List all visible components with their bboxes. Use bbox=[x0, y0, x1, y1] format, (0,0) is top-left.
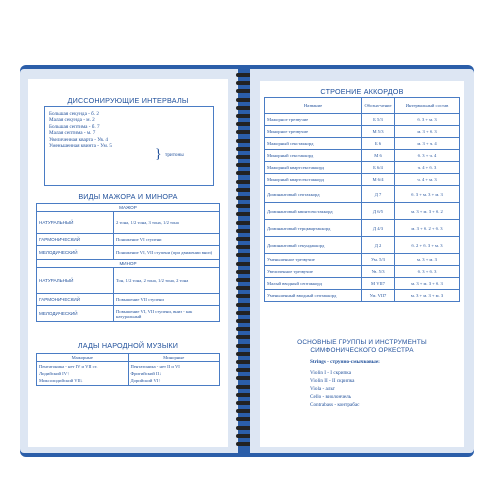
chord-row bbox=[265, 126, 460, 138]
chord-composition: м. 3 + м. 3 + б. 3 bbox=[395, 278, 460, 290]
folk-minor-cell bbox=[128, 362, 220, 386]
orchestra-title-1: ОСНОВНЫЕ ГРУППЫ И ИНСТРУМЕНТЫ bbox=[297, 339, 427, 346]
chord-composition: ч. 4 + б. 3 bbox=[395, 162, 460, 174]
folk-minor-item: Пентатоника - нет II и VI bbox=[130, 364, 180, 369]
mode-desc: Повышение VII ступени bbox=[114, 294, 220, 306]
chord-symbol: Б 6/4 bbox=[362, 162, 395, 174]
chord-composition: б. 2 + б. 3 + м. 3 bbox=[395, 237, 460, 254]
right-page bbox=[250, 69, 474, 453]
mode-name: НАТУРАЛЬНЫЙ bbox=[37, 212, 114, 234]
instrument-item: Violin II - II скрипка bbox=[310, 378, 355, 384]
chord-symbol: Д 2 bbox=[362, 237, 395, 254]
chord-symbol: Д 6/5 bbox=[362, 203, 395, 220]
chord-name: Доминантовый септаккорд bbox=[265, 186, 362, 203]
chord-composition: б. 3 + м. 3 bbox=[395, 114, 460, 126]
left-page bbox=[20, 69, 238, 453]
folk-major-item: Миксолидийский VII↓ bbox=[39, 378, 83, 383]
chord-name: Малый вводный септаккорд bbox=[265, 278, 362, 290]
mode-name: МЕЛОДИЧЕСКИЙ bbox=[37, 246, 114, 260]
dissonant-item: Малая секунда - м. 2 bbox=[49, 117, 95, 124]
chord-symbol: М 5/3 bbox=[362, 126, 395, 138]
dissonant-title: ДИССОНИРУЮЩИЕ ИНТЕРВАЛЫ bbox=[67, 96, 189, 105]
folk-title: ЛАДЫ НАРОДНОЙ МУЗЫКИ bbox=[77, 341, 179, 350]
chord-row bbox=[265, 114, 460, 126]
chord-symbol: М VII7 bbox=[362, 278, 395, 290]
chords-header-composition: Интервальный состав bbox=[395, 98, 460, 114]
mode-desc: Повышение VI, VII ступени, вниз - как натуральный bbox=[114, 306, 220, 322]
chord-symbol: Б 5/3 bbox=[362, 114, 395, 126]
instrument-item: Violin I - I скрипка bbox=[310, 370, 352, 376]
folk-col-minor: Минорные bbox=[128, 354, 220, 362]
chord-row bbox=[265, 186, 460, 203]
mode-desc: Понижение VI, VII ступени (при движении вниз) bbox=[114, 246, 220, 260]
instrument-item: Viola - альт bbox=[310, 386, 335, 392]
chord-name: Мажорное трезвучие bbox=[265, 114, 362, 126]
dissonant-list bbox=[49, 111, 112, 149]
chord-composition: м. 3 + б. 3 bbox=[395, 126, 460, 138]
chord-composition: б. 3 + ч. 4 bbox=[395, 150, 460, 162]
chord-composition: б. 3 + м. 3 + м. 3 bbox=[395, 186, 460, 203]
folk-major-item: Лидийский IV↑ bbox=[39, 371, 70, 376]
chord-row bbox=[265, 266, 460, 278]
chord-symbol: Д 4/3 bbox=[362, 220, 395, 237]
mode-name: НАТУРАЛЬНЫЙ bbox=[37, 268, 114, 294]
modes-table bbox=[36, 203, 220, 322]
folk-minor-item: Фригийский II↓ bbox=[130, 371, 162, 376]
major-header: МАЖОР bbox=[37, 204, 220, 212]
chord-composition: м. 3 + м. 3 + б. 2 bbox=[395, 203, 460, 220]
dissonant-item: Большая секунда - б. 2 bbox=[49, 111, 100, 117]
chord-row bbox=[265, 237, 460, 254]
orchestra-title-2: СИМФОНИЧЕСКОГО ОРКЕСТРА bbox=[310, 347, 414, 354]
notebook bbox=[14, 65, 474, 457]
chord-name: Доминантовый терцквартаккорд bbox=[265, 220, 362, 237]
chords-rows bbox=[265, 114, 460, 302]
chord-symbol: Б 6 bbox=[362, 138, 395, 150]
chord-row bbox=[265, 203, 460, 220]
mode-name: ГАРМОНИЧЕСКИЙ bbox=[37, 294, 114, 306]
tritone-brace: } bbox=[155, 147, 162, 162]
chord-symbol: М 6 bbox=[362, 150, 395, 162]
chord-row bbox=[265, 174, 460, 186]
chord-name: Мажорный квартсекстаккорд bbox=[265, 162, 362, 174]
chord-name: Увеличенное трезвучие bbox=[265, 266, 362, 278]
dissonant-item: Малая септима - м. 7 bbox=[49, 130, 96, 137]
chords-header-symbol: Обозна-чение bbox=[362, 98, 395, 114]
chord-composition: м. 3 + м. 3 bbox=[395, 254, 460, 266]
modes-title: ВИДЫ МАЖОРА И МИНОРА bbox=[78, 192, 178, 201]
chord-row bbox=[265, 278, 460, 290]
dissonant-box bbox=[44, 106, 214, 186]
mode-desc: Понижение VI ступени bbox=[114, 234, 220, 246]
chord-composition: ч. 4 + м. 3 bbox=[395, 174, 460, 186]
folk-major-item: Пентатоника - нет IV и VII ст. bbox=[39, 364, 98, 369]
right-page-paper bbox=[260, 81, 464, 447]
chords-header-name: Название bbox=[265, 98, 362, 114]
chord-row bbox=[265, 290, 460, 302]
chords-table bbox=[264, 97, 460, 302]
folk-minor-item: Дорийский VI↑ bbox=[130, 378, 161, 383]
chord-composition: м. 3 + м. 3 + м. 3 bbox=[395, 290, 460, 302]
dissonant-item: Увеличенная кварта - Ув. 4 bbox=[49, 136, 109, 143]
chord-name: Доминантовый секундаккорд bbox=[265, 237, 362, 254]
chord-row bbox=[265, 138, 460, 150]
chord-name: Уменьшенный вводный септаккорд bbox=[265, 290, 362, 302]
minor-header: МИНОР bbox=[37, 260, 220, 268]
mode-desc: Тон, 1/2 тона, 2 тона, 1/2 тона, 2 тона bbox=[114, 268, 220, 294]
chord-name: Мажорный секстаккорд bbox=[265, 138, 362, 150]
chord-name: Минорный секстаккорд bbox=[265, 150, 362, 162]
chord-symbol: Ум. 5/3 bbox=[362, 254, 395, 266]
chord-composition: м. 3 + ч. 4 bbox=[395, 138, 460, 150]
folk-table bbox=[36, 353, 220, 386]
chord-symbol: М 6/4 bbox=[362, 174, 395, 186]
mode-desc: 2 тона, 1/2 тона, 3 тона, 1/2 тона bbox=[114, 212, 220, 234]
mode-name: МЕЛОДИЧЕСКИЙ bbox=[37, 306, 114, 322]
folk-col-major: Мажорные bbox=[37, 354, 129, 362]
strings-list bbox=[310, 369, 359, 409]
chord-symbol: Д 7 bbox=[362, 186, 395, 203]
chord-row bbox=[265, 220, 460, 237]
chord-name: Доминантовый квинтсекстаккорд bbox=[265, 203, 362, 220]
chord-name: Уменьшенное трезвучие bbox=[265, 254, 362, 266]
chord-name: Минорное трезвучие bbox=[265, 126, 362, 138]
chord-symbol: Ум. VII7 bbox=[362, 290, 395, 302]
chords-title: СТРОЕНИЕ АККОРДОВ bbox=[320, 87, 404, 96]
left-page-paper bbox=[28, 79, 228, 447]
instrument-item: Contrabass - контрабас bbox=[310, 402, 360, 408]
dissonant-item: Большая септима - б. 7 bbox=[49, 123, 100, 130]
chord-row bbox=[265, 162, 460, 174]
mode-name: ГАРМОНИЧЕСКИЙ bbox=[37, 234, 114, 246]
chord-symbol: Ув. 5/3 bbox=[362, 266, 395, 278]
folk-major-cell bbox=[37, 362, 129, 386]
tritone-label: тритоны bbox=[165, 152, 184, 158]
chord-row bbox=[265, 254, 460, 266]
chord-row bbox=[265, 150, 460, 162]
chord-composition: б. 3 + б. 3 bbox=[395, 266, 460, 278]
strings-heading: Strings - струнно-смычковые: bbox=[310, 359, 380, 365]
dissonant-item: Уменьшенная квинта - Ум. 5 bbox=[49, 143, 112, 150]
chord-composition: м. 3 + б. 2 + б. 3 bbox=[395, 220, 460, 237]
instrument-item: Cello - виолончель bbox=[310, 394, 352, 400]
chord-name: Минорный квартсекстаккорд bbox=[265, 174, 362, 186]
